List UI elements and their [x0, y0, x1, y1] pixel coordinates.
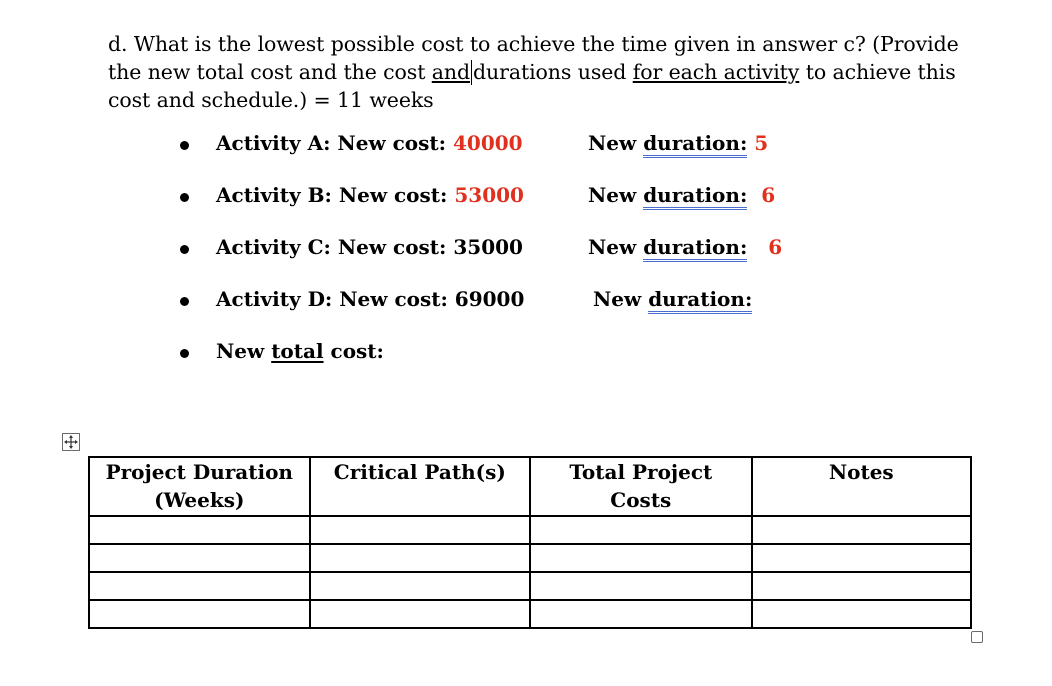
table-row	[89, 600, 971, 628]
bullet-icon	[180, 349, 189, 358]
table-move-handle[interactable]	[62, 433, 80, 451]
header-notes	[752, 457, 971, 516]
table-cell[interactable]	[752, 600, 971, 628]
activity-b-duration-value: 6	[761, 183, 776, 207]
header-line: (Weeks)	[154, 488, 245, 512]
table-cell[interactable]	[752, 572, 971, 600]
activity-b-cost	[216, 183, 524, 207]
total-suffix: cost:	[323, 339, 384, 363]
duration-word: duration	[643, 131, 740, 158]
activity-c-duration-value: 6	[768, 235, 783, 259]
table-row	[89, 572, 971, 600]
table-cell[interactable]	[89, 544, 310, 572]
duration-label: New	[593, 287, 649, 311]
table-cell[interactable]	[530, 600, 751, 628]
table-cell[interactable]	[752, 516, 971, 544]
activity-b-duration	[588, 183, 775, 207]
activity-a-duration-value: 5	[754, 131, 769, 155]
activity-c-duration	[588, 235, 782, 259]
header-line: Costs	[610, 488, 672, 512]
table-cell[interactable]	[89, 572, 310, 600]
underlined-for-each-activity: for each activity	[632, 60, 800, 84]
header-line: Total Project	[569, 460, 713, 484]
bullet-icon	[180, 141, 189, 150]
table-cell[interactable]	[310, 600, 531, 628]
question-line-2-mid: durations used	[473, 60, 633, 84]
header-line: Notes	[828, 460, 894, 484]
question-line-1: d. What is the lowest possible cost to achieve the time given in answer c? (Provide	[108, 32, 959, 56]
table-header-row	[89, 457, 971, 516]
table-cell[interactable]	[89, 600, 310, 628]
header-line: Project Duration	[105, 460, 293, 484]
table-cell[interactable]	[310, 544, 531, 572]
activity-b-label: Activity B: New cost:	[216, 183, 455, 207]
activity-b-cost-value: 53000	[454, 183, 524, 207]
duration-label: New	[588, 183, 644, 207]
new-total-cost	[216, 339, 384, 363]
table-cell[interactable]	[530, 572, 751, 600]
duration-label: New	[588, 131, 644, 155]
question-line-3: cost and schedule.) = 11 weeks	[108, 88, 434, 112]
total-word: total	[271, 339, 324, 363]
activity-d-cost: Activity D: New cost: 69000	[216, 287, 525, 311]
table-cell[interactable]	[310, 516, 531, 544]
move-arrows-icon	[63, 434, 79, 450]
duration-colon: :	[745, 287, 752, 314]
bullet-icon	[180, 297, 189, 306]
question-text	[108, 30, 988, 114]
table-cell[interactable]	[752, 544, 971, 572]
header-critical-paths	[310, 457, 531, 516]
duration-colon: :	[740, 131, 747, 158]
question-line-2	[108, 58, 988, 86]
duration-word: duration	[643, 183, 740, 210]
duration-word: duration	[643, 235, 740, 262]
project-summary-table	[88, 456, 972, 629]
header-project-duration	[89, 457, 310, 516]
header-total-project-costs	[530, 457, 751, 516]
table-cell[interactable]	[530, 544, 751, 572]
activity-a-cost	[216, 131, 523, 155]
duration-word: duration	[648, 287, 745, 314]
question-line-2-end: to achieve this	[799, 60, 956, 84]
activity-c-cost: Activity C: New cost: 35000	[216, 235, 523, 259]
activity-a-cost-value: 40000	[452, 131, 523, 155]
total-prefix: New	[216, 339, 272, 363]
duration-colon: :	[740, 235, 747, 262]
table-row	[89, 544, 971, 572]
duration-label: New	[588, 235, 644, 259]
table-row	[89, 516, 971, 544]
activity-a-duration	[588, 131, 768, 155]
table-cell[interactable]	[89, 516, 310, 544]
duration-colon: :	[740, 183, 747, 210]
header-line: Critical Path(s)	[333, 460, 506, 484]
question-line-2-start: the new total cost and the cost	[108, 60, 432, 84]
bullet-icon	[180, 245, 189, 254]
table-cell[interactable]	[530, 516, 751, 544]
activity-a-label: Activity A: New cost:	[216, 131, 453, 155]
bullet-icon	[180, 193, 189, 202]
table-cell[interactable]	[310, 572, 531, 600]
table-resize-handle[interactable]	[971, 631, 983, 643]
underlined-and: and	[431, 60, 470, 84]
activity-d-duration	[593, 287, 752, 311]
text-cursor	[471, 60, 472, 85]
